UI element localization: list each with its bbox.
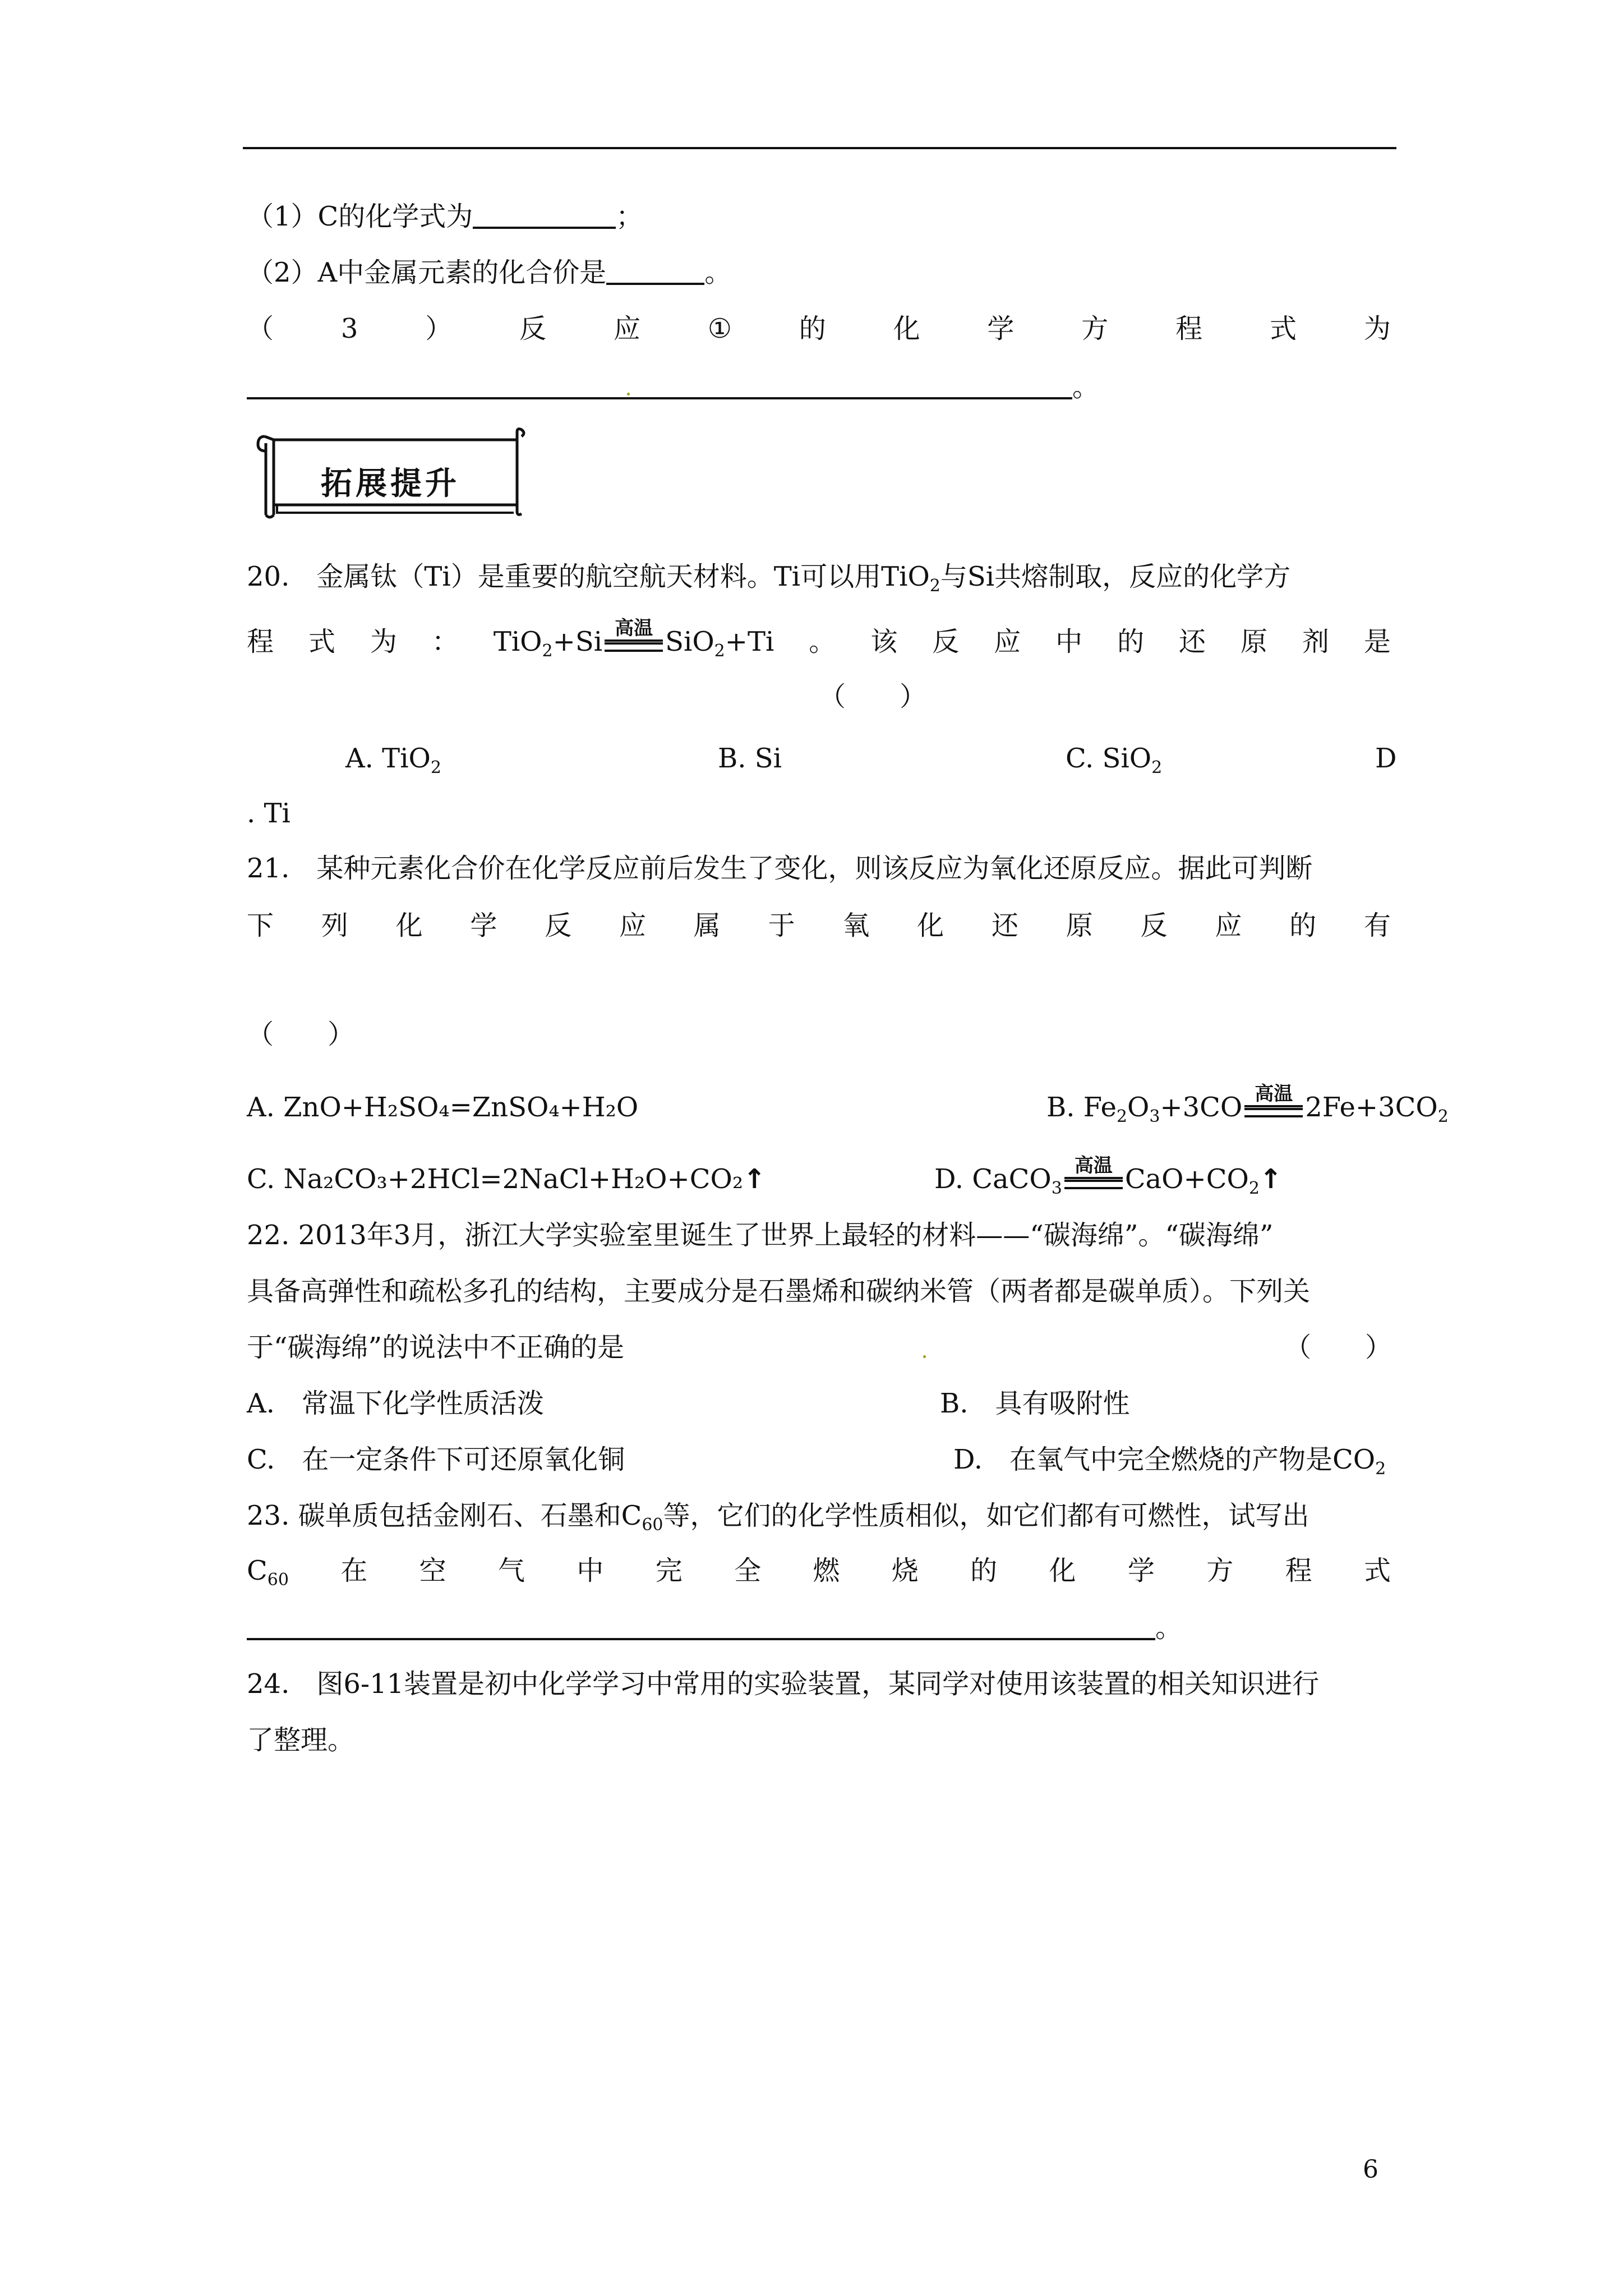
justified-char: 的 <box>1289 910 1317 941</box>
justified-char: 空 <box>419 1555 446 1586</box>
q24-line2: 了整理。 <box>247 1724 355 1756</box>
justified-char: 氧 <box>842 910 870 941</box>
q20-answer-paren[interactable]: （ ） <box>819 681 927 712</box>
justified-char: 中 <box>577 1555 604 1586</box>
justified-char: 应 <box>613 313 640 344</box>
q23-line1: 23. 碳单质包括金刚石、石墨和$C_{60}$等，它们的化学性质相似，如它们都有可燃性，试写出 <box>247 1500 1310 1535</box>
justified-char: ① <box>707 313 732 344</box>
q22-line3: 于“碳海绵”的说法中不正确的是 <box>247 1332 625 1363</box>
q23-line2 <box>247 1554 1391 1588</box>
high-temp-condition: 高温 <box>1062 1162 1125 1196</box>
section-banner <box>253 426 534 522</box>
answer-blank[interactable] <box>247 1611 1155 1640</box>
justified-char: 全 <box>734 1555 762 1586</box>
q24-line1: 24. 图6-11装置是初中化学学习中常用的实验装置，某同学对使用该装置的相关知识进行 <box>247 1668 1320 1700</box>
q21-answer-paren[interactable]: （ ） <box>247 1019 355 1050</box>
justified-char: 程 <box>1175 313 1203 344</box>
justified-char: 化 <box>395 910 423 941</box>
high-temp-condition: 高温 <box>602 625 665 659</box>
answer-blank[interactable] <box>247 370 1072 399</box>
q19-part2: （2）A中金属元素的化合价是 。 <box>247 257 732 288</box>
q21-line2 <box>247 909 1391 942</box>
q20-equation: TiO$_2$+Si 高温 SiO$_2$+Ti <box>493 617 774 661</box>
justified-char: 式 <box>1270 313 1297 344</box>
q22-answer-paren[interactable]: （ ） <box>1284 1332 1393 1363</box>
q22-line2: 具备高弹性和疏松多孔的结构，主要成分是石墨烯和碳纳米管（两者都是碳单质）。下列关 <box>247 1276 1311 1307</box>
justified-char: ） <box>425 313 453 344</box>
justified-char: 化 <box>917 910 944 941</box>
justified-char: 有 <box>1363 910 1391 941</box>
q22-option-b[interactable]: B. 具有吸附性 <box>940 1388 1130 1419</box>
justified-char: 完 <box>655 1555 683 1586</box>
section-banner-title: 拓展提升 <box>321 465 460 502</box>
justified-char: 气 <box>497 1555 525 1586</box>
q20-line1: 20. 金属钛（Ti）是重要的航空航天材料。Ti可以用TiO$_2$与Si共熔制取，反应的化学方 <box>247 561 1291 596</box>
q20-line2: 程 式 为 ： TiO$_2$+Si 高温 SiO$_2$+Ti 。 该 反 应 中 的 还 原 剂 是 <box>247 617 1391 661</box>
justified-char: 方 <box>1081 313 1109 344</box>
q20-option-d-text: . Ti <box>247 798 291 829</box>
justified-char: 烧 <box>891 1555 919 1586</box>
justified-char: 在 <box>340 1555 368 1586</box>
justified-char: 燃 <box>813 1555 840 1586</box>
c60-formula: $C_{60}$ <box>247 1555 289 1590</box>
q20-option-d[interactable]: D <box>1375 743 1397 774</box>
justified-char: 应 <box>619 910 646 941</box>
justified-char: 为 <box>1363 313 1391 344</box>
q22-option-c[interactable]: C. 在一定条件下可还原氧化铜 <box>247 1444 625 1475</box>
answer-blank[interactable] <box>473 200 616 229</box>
q19-part3-answer: 。 <box>247 370 1099 404</box>
q19-part1: （1）C的化学式为 ； <box>247 201 643 232</box>
justified-char: 的 <box>970 1555 998 1586</box>
q20-option-a[interactable]: A. TiO$_2$ <box>345 743 441 777</box>
q21-line1: 21. 某种元素化合价在化学反应前后发生了变化，则该反应为氧化还原反应。据此可判断 <box>247 853 1313 884</box>
justified-char: 列 <box>321 910 348 941</box>
justified-char: 反 <box>519 313 547 344</box>
justified-char: 属 <box>693 910 721 941</box>
justified-char: 应 <box>1215 910 1242 941</box>
q22-line1: 22. 2013年3月，浙江大学实验室里诞生了世界上最轻的材料——“碳海绵”。“碳海绵” <box>247 1220 1274 1251</box>
justified-char: 还 <box>991 910 1018 941</box>
q21-option-d[interactable]: D. CaCO$_3$ 高温 $CaO+CO_2↑$ <box>934 1154 1283 1198</box>
justified-char: 学 <box>470 910 497 941</box>
q20-option-b[interactable]: B. Si <box>718 743 782 774</box>
q19-part3 <box>247 312 1391 346</box>
justified-char: 反 <box>545 910 572 941</box>
justified-char: 原 <box>1066 910 1093 941</box>
justified-char: 方 <box>1206 1555 1234 1586</box>
justified-char: 的 <box>799 313 826 344</box>
q22-option-d[interactable]: D. 在氧气中完全燃烧的产物是$CO_2$ <box>953 1444 1386 1479</box>
header-rule <box>243 147 1396 149</box>
stray-dot <box>923 1355 926 1358</box>
answer-blank[interactable] <box>606 256 704 285</box>
justified-char: 于 <box>768 910 795 941</box>
q21-option-b[interactable]: B. $Fe_2O_3+3CO$ 高温 $2Fe+3CO_2$ <box>1046 1083 1449 1126</box>
justified-char: 3 <box>340 313 358 344</box>
justified-char: 化 <box>1049 1555 1076 1586</box>
q21-option-c[interactable]: C. Na₂CO₃+2HCl=2NaCl+H₂O+CO₂↑ <box>247 1163 766 1195</box>
justified-char: （ <box>247 313 274 344</box>
gas-arrow-icon: ↑ <box>743 1163 766 1195</box>
high-temp-condition: 高温 <box>1242 1091 1305 1124</box>
q22-option-a[interactable]: A. 常温下化学性质活泼 <box>247 1388 544 1419</box>
justified-char: 下 <box>247 910 274 941</box>
q20-option-c[interactable]: C. SiO$_2$ <box>1066 743 1163 777</box>
stray-dot <box>627 393 630 395</box>
justified-char: 学 <box>1127 1555 1155 1586</box>
justified-char: 程 <box>1285 1555 1312 1586</box>
gas-arrow-icon: ↑ <box>1259 1163 1283 1195</box>
justified-char: 式 <box>1363 1555 1391 1586</box>
page-number: 6 <box>1363 2155 1378 2184</box>
justified-char: 学 <box>987 313 1015 344</box>
justified-char: 化 <box>893 313 920 344</box>
q21-option-a[interactable]: A. ZnO+H₂SO₄=ZnSO₄+H₂O <box>247 1092 639 1123</box>
q23-answer: 。 <box>247 1611 1182 1645</box>
justified-char: 反 <box>1140 910 1168 941</box>
